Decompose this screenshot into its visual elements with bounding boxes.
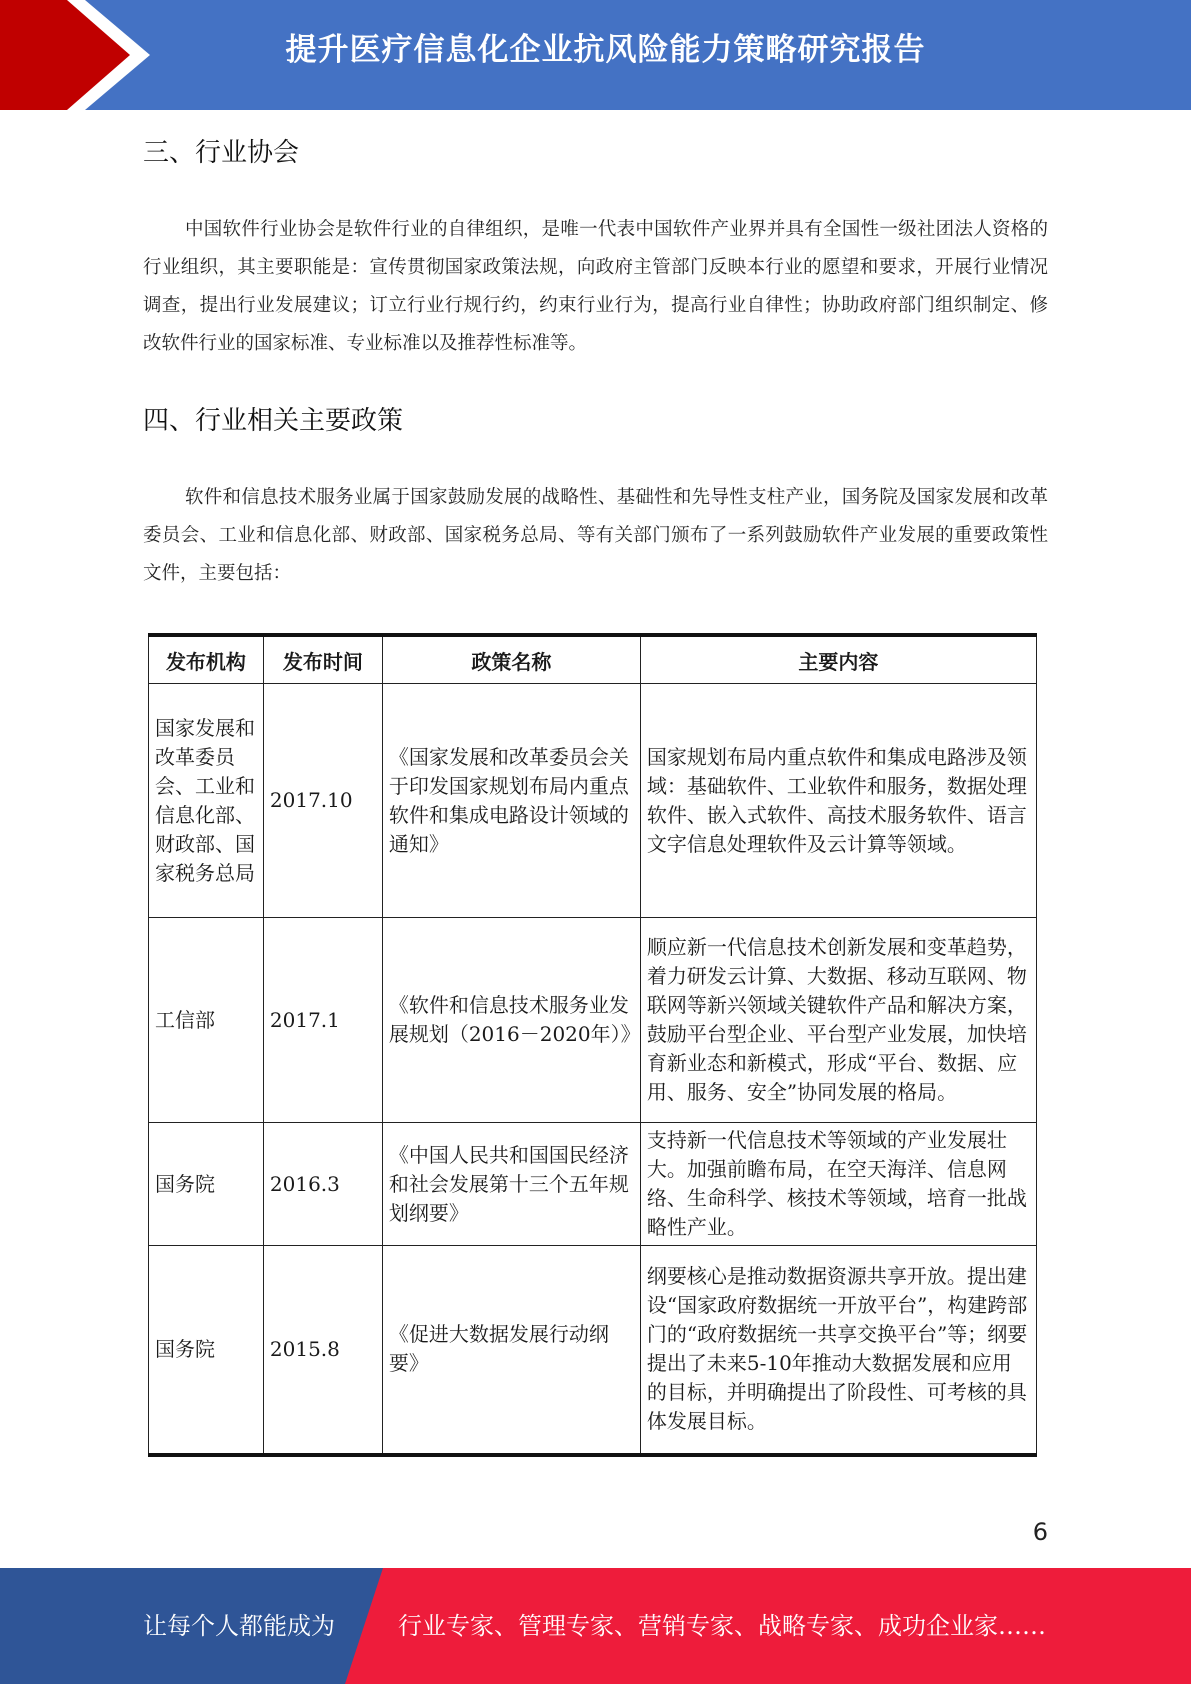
column-header-content: 主要内容: [640, 635, 1036, 684]
footer-slogan-right: 行业专家、管理专家、营销专家、战略专家、成功企业家……: [398, 1612, 1046, 1640]
cell-content: 国家规划布局内重点软件和集成电路涉及领域：基础软件、工业软件和服务，数据处理软件、嵌入式软件、高技术服务软件、语言文字信息处理软件及云计算等领域。: [640, 684, 1036, 918]
report-title: 提升医疗信息化企业抗风险能力策略研究报告: [285, 32, 926, 68]
cell-org: 工信部: [149, 918, 264, 1123]
cell-org: 国家发展和改革委员会、工业和信息化部、财政部、国家税务总局: [149, 684, 264, 918]
paragraph-policies: 软件和信息技术服务业属于国家鼓励发展的战略性、基础性和先导性支柱产业，国务院及国家发展和改革委员会、工业和信息化部、财政部、国家税务总局、等有关部门颁布了一系列鼓励软件产业发展的重要政策性文件，主要包括：: [143, 487, 1048, 584]
cell-policy-name: 《中国人民共和国国民经济和社会发展第十三个五年规划纲要》: [382, 1123, 640, 1246]
cell-content: 纲要核心是推动数据资源共享开放。提出建设“国家政府数据统一开放平台”，构建跨部门的“政府数据统一共享交换平台”等；纲要提出了未来5-10年推动大数据发展和应用的目标，并明确提出了阶段性、可考核的具体发展目标。: [640, 1246, 1036, 1455]
policy-table: [148, 633, 1037, 1457]
column-header-policy-name: 政策名称: [382, 635, 640, 684]
cell-content: 顺应新一代信息技术创新发展和变革趋势，着力研发云计算、大数据、移动互联网、物联网等新兴领域关键软件产品和解决方案，鼓励平台型企业、平台型产业发展，加快培育新业态和新模式，形成“平台、数据、应用、服务、安全”协同发展的格局。: [640, 918, 1036, 1123]
table-header-row: [149, 635, 1037, 684]
column-header-org: 发布机构: [149, 635, 264, 684]
page-number: 6: [1032, 1518, 1048, 1546]
table-row: [149, 1123, 1037, 1246]
section-heading-industry-association: 三、行业协会: [143, 138, 300, 168]
page-header: [0, 0, 1191, 110]
cell-policy-name: 《国家发展和改革委员会关于印发国家规划布局内重点软件和集成电路设计领域的通知》: [382, 684, 640, 918]
page-footer: [0, 1568, 1191, 1684]
footer-slogan-left: 让每个人都能成为: [143, 1612, 335, 1640]
cell-date: 2017.10: [263, 684, 382, 918]
cell-date: 2017.1: [263, 918, 382, 1123]
column-header-date: 发布时间: [263, 635, 382, 684]
table-row: [149, 1246, 1037, 1455]
section-heading-policies: 四、行业相关主要政策: [143, 406, 404, 436]
cell-date: 2015.8: [263, 1246, 382, 1455]
table-row: [149, 684, 1037, 918]
cell-policy-name: 《促进大数据发展行动纲要》: [382, 1246, 640, 1455]
cell-content: 支持新一代信息技术等领域的产业发展壮大。加强前瞻布局，在空天海洋、信息网络、生命科学、核技术等领域，培育一批战略性产业。: [640, 1123, 1036, 1246]
table-row: [149, 918, 1037, 1123]
paragraph-industry-association: 中国软件行业协会是软件行业的自律组织，是唯一代表中国软件产业界并具有全国性一级社团法人资格的行业组织，其主要职能是：宣传贯彻国家政策法规，向政府主管部门反映本行业的愿望和要求，开展行业情况调查，提出行业发展建议；订立行业行规行约，约束行业行为，提高行业自律性；协助政府部门组织制定、修改软件行业的国家标准、专业标准以及推荐性标准等。: [143, 219, 1048, 354]
cell-org: 国务院: [149, 1246, 264, 1455]
cell-date: 2016.3: [263, 1123, 382, 1246]
cell-org: 国务院: [149, 1123, 264, 1246]
cell-policy-name: 《软件和信息技术服务业发展规划（2016－2020年）》: [382, 918, 640, 1123]
